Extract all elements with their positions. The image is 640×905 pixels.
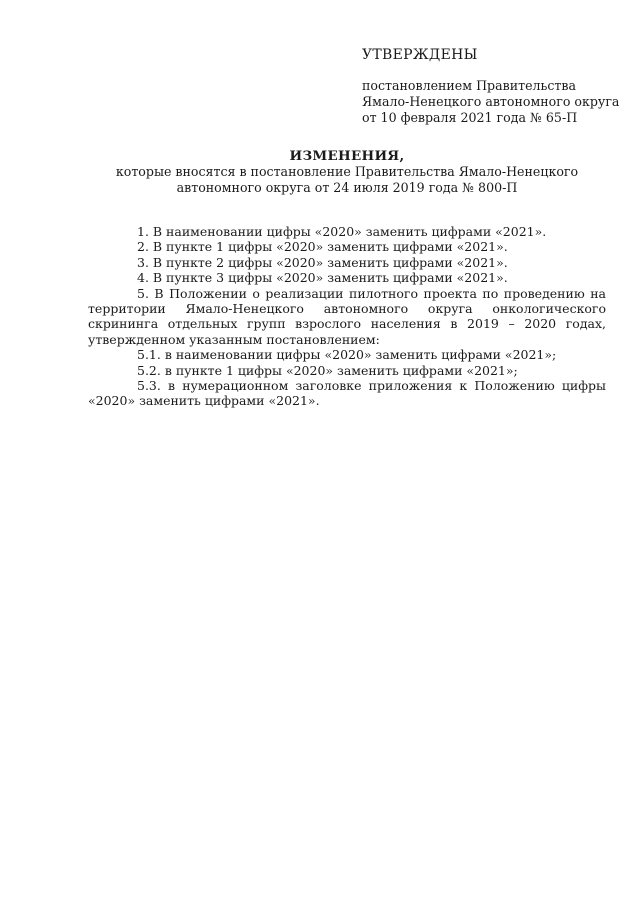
document-title: ИЗМЕНЕНИЯ, — [289, 148, 405, 164]
amendment-item-5: 5. В Положении о реализации пилотного проекта по проведению на территории Ямало-Ненецкого автономного округа онкологического скрининга отдельных групп взрослого населения в 2019 – 2020 годах, утвержденном указанным постановлением: — [88, 285, 606, 347]
document-body — [88, 224, 606, 409]
approval-stamp: УТВЕРЖДЕНЫ — [362, 47, 478, 63]
document-subtitle-line: автономного округа от 24 июля 2019 года № 800-П — [176, 180, 518, 195]
approval-line: Ямало-Ненецкого автономного округа — [362, 94, 620, 109]
amendment-item-5-2: 5.2. в пункте 1 цифры «2020» заменить цифрами «2021»; — [137, 362, 518, 378]
document-subtitle-line: которые вносятся в постановление Правительства Ямало-Ненецкого — [115, 164, 579, 179]
amendment-item-4: 4. В пункте 3 цифры «2020» заменить цифрами «2021». — [137, 270, 508, 286]
approval-line: постановлением Правительства — [362, 78, 576, 93]
document-header — [88, 148, 606, 196]
amendment-item-2: 2. В пункте 1 цифры «2020» заменить цифрами «2021». — [137, 239, 508, 255]
amendment-item-1: 1. В наименовании цифры «2020» заменить цифрами «2021». — [137, 224, 547, 239]
approval-block — [362, 47, 619, 126]
amendment-item-3: 3. В пункте 2 цифры «2020» заменить цифрами «2021». — [137, 254, 508, 270]
approval-line: от 10 февраля 2021 года № 65-П — [362, 110, 578, 125]
amendment-item-5-1: 5.1. в наименовании цифры «2020» заменить цифрами «2021»; — [137, 347, 557, 363]
amendment-item-5-3: 5.3. в нумерационном заголовке приложения к Положению цифры «2020» заменить цифрами «2021». — [88, 378, 606, 409]
